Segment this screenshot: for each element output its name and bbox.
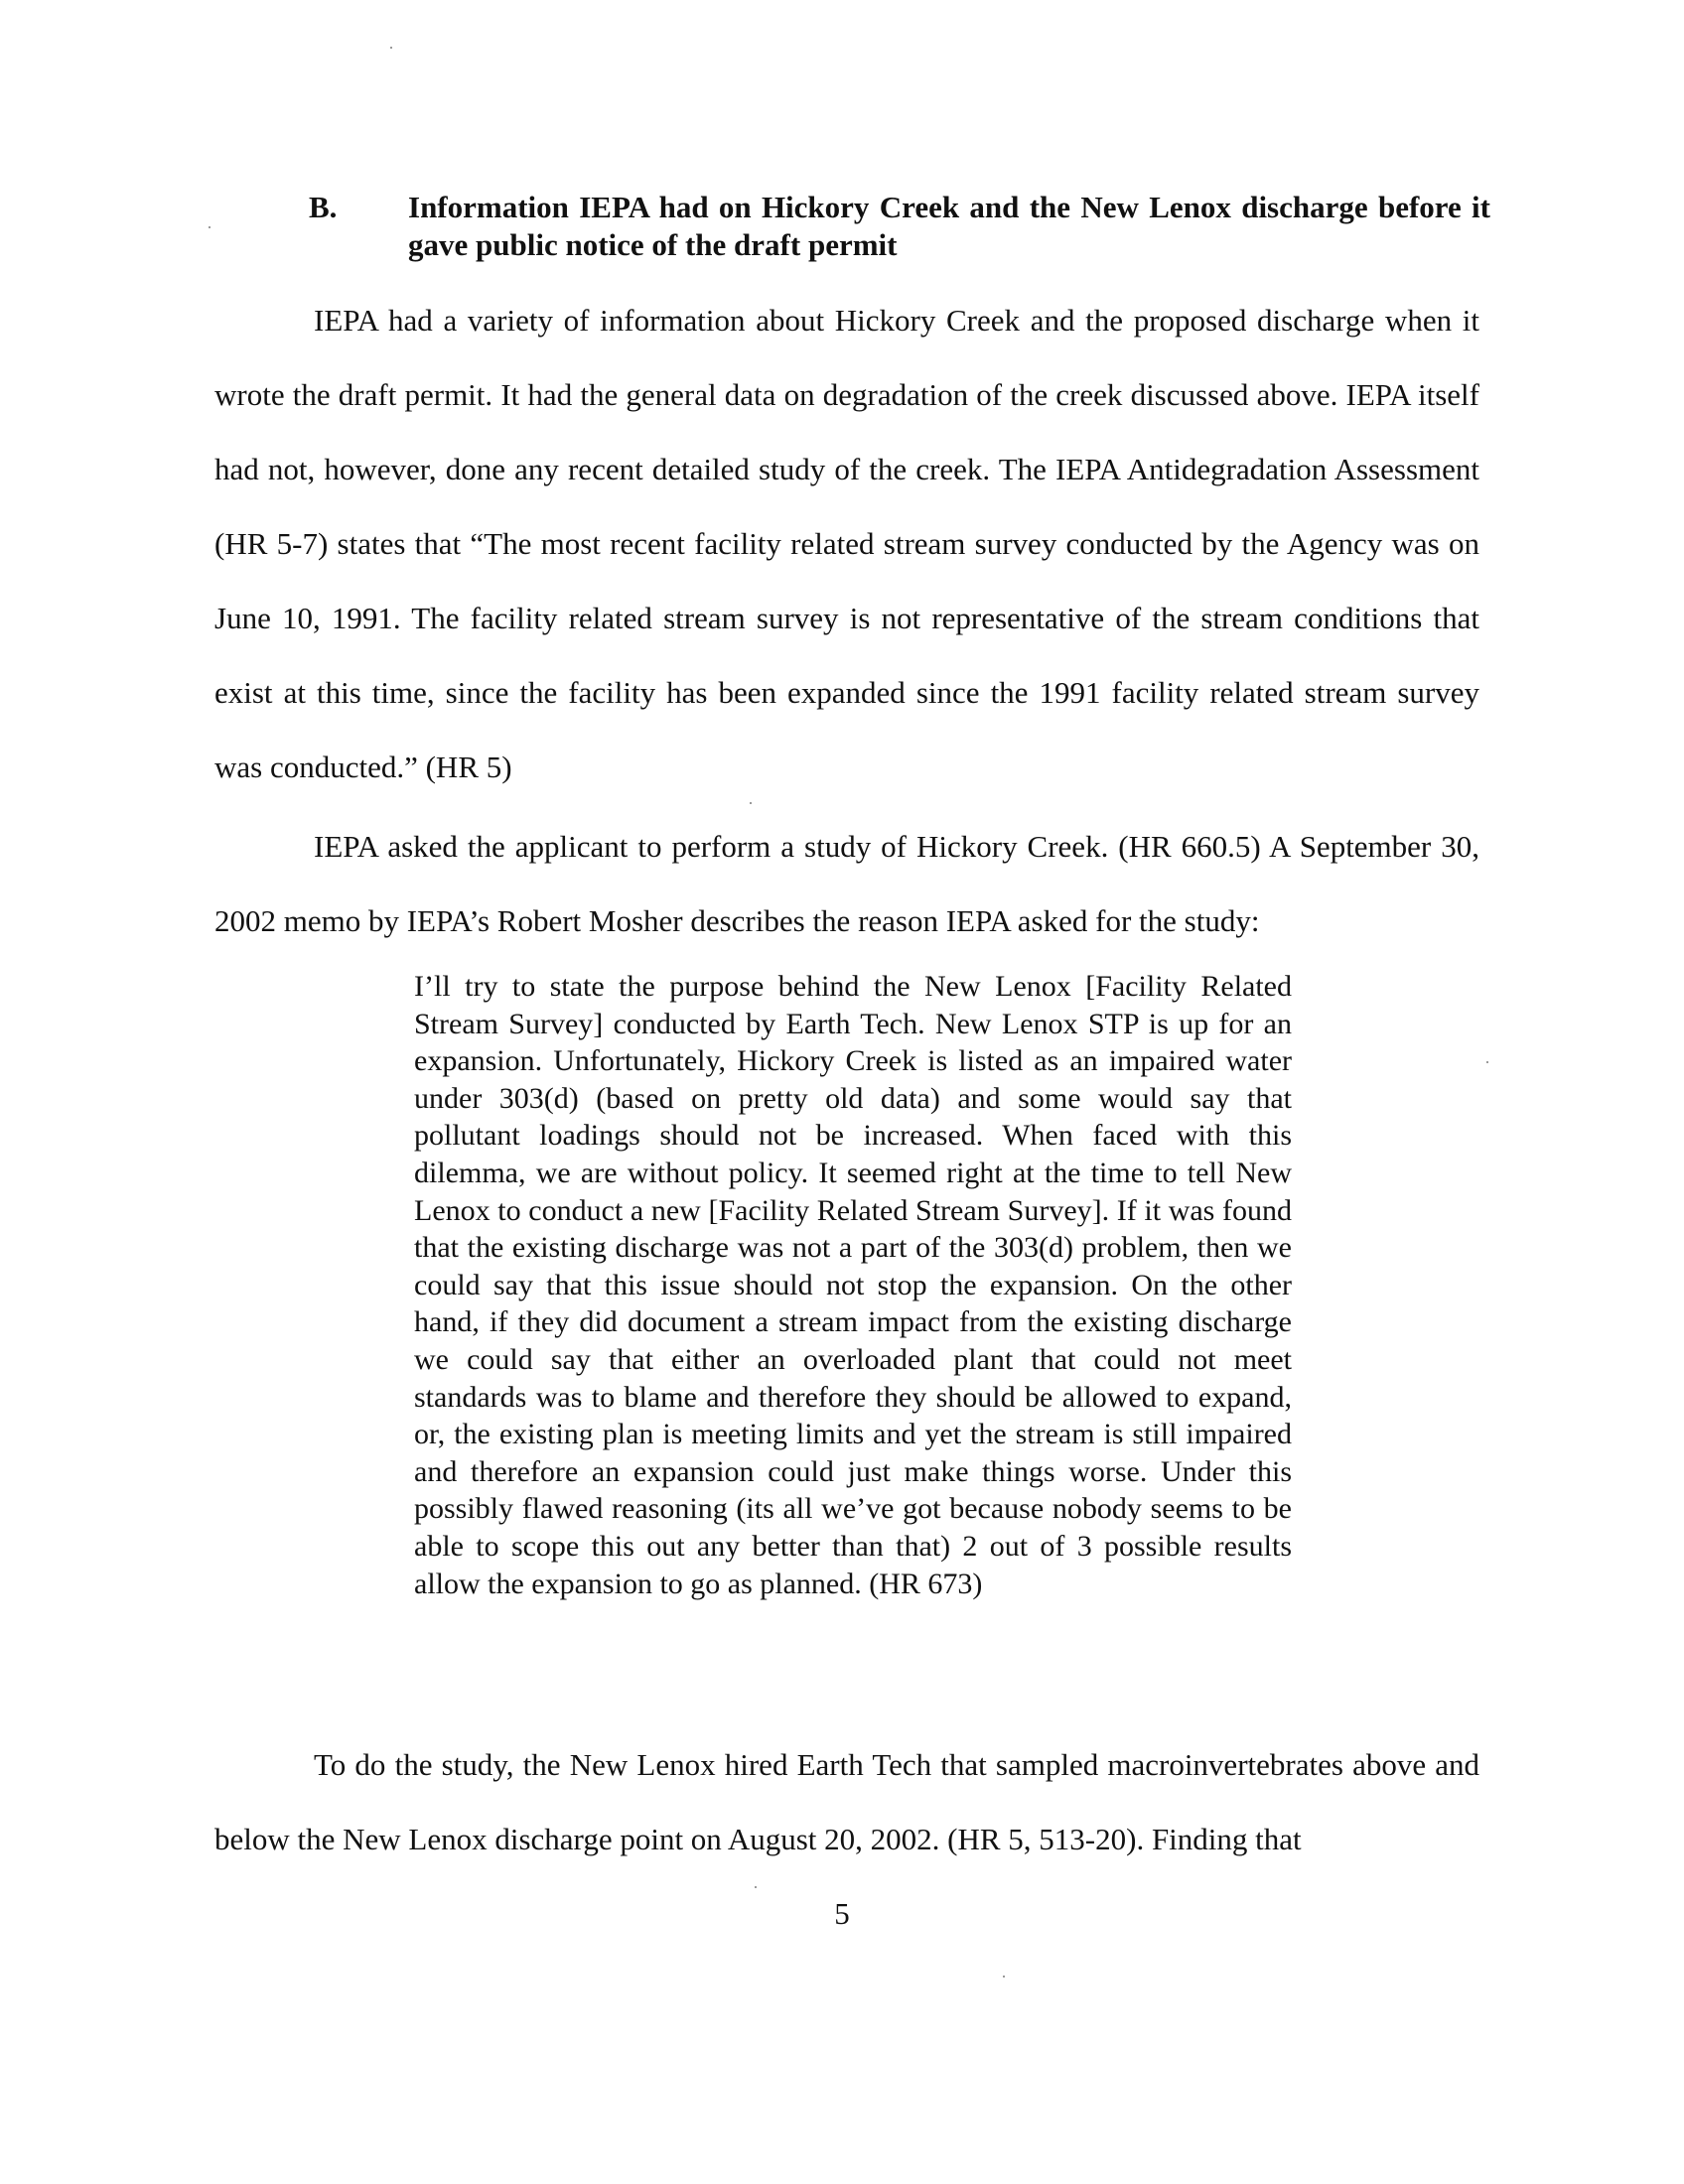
body-paragraph-3: To do the study, the New Lenox hired Earth Tech that sampled macroinvertebrates above and below the New Lenox discharge point on August 20, 2002. (HR 5, 513-20). Finding that [214, 1747, 1479, 1856]
body-paragraph-2: IEPA asked the applicant to perform a study of Hickory Creek. (HR 660.5) A September 30, 2002 memo by IEPA’s Robert Mosher describes the reason IEPA asked for the study: [214, 829, 1479, 938]
scan-speck [755, 1886, 757, 1888]
scan-speck [209, 226, 210, 228]
scan-speck [1486, 1061, 1488, 1063]
body-paragraph-1: IEPA had a variety of information about Hickory Creek and the proposed discharge when it wrote the draft permit. It had the general data on degradation of the creek discussed above. IEPA itself had not, however, done any recent detailed study of the creek. The IEPA Antidegradation Assessment (HR 5-7) states that “The most recent facility related stream survey conducted by the Agency was on June 10, 1991. The facility related stream survey is not representative of the stream conditions that exist at this time, since the facility has been expanded since the 1991 facility related stream survey was conducted.” (HR 5) [214, 303, 1479, 784]
section-letter: B. [309, 190, 338, 224]
block-quote: I’ll try to state the purpose behind the New Lenox [Facility Related Stream Survey] conducted by Earth Tech. New Lenox STP is up for an expansion. Unfortunately, Hickory Creek is listed as an impaired water under 303(d) (based on pretty old data) and some would say that pollutant loadings should not be increased. When faced with this dilemma, we are without policy. It seemed right at the time to tell New Lenox to conduct a new [Facility Related Stream Survey]. If it was found that the existing discharge was not a part of the 303(d) problem, then we could say that this issue should not stop the expansion. On the other hand, if they did document a stream impact from the existing discharge we could say that either an overloaded plant that could not meet standards was to blame and therefore they should be allowed to expand, or, the existing plan is meeting limits and yet the stream is still impaired and therefore an expansion could just make things worse. Under this possibly flawed reasoning (its all we’ve got because nobody seems to be able to scope this out any better than that) 2 out of 3 possible results allow the expansion to go as planned. (HR 673) [414, 970, 1292, 1600]
section-title: Information IEPA had on Hickory Creek and the New Lenox discharge before it gave public notice of the draft permit [408, 190, 1490, 262]
scan-speck [1003, 1976, 1005, 1978]
scan-speck [750, 802, 752, 804]
scan-speck [390, 47, 392, 49]
page-number: 5 [834, 1896, 850, 1931]
